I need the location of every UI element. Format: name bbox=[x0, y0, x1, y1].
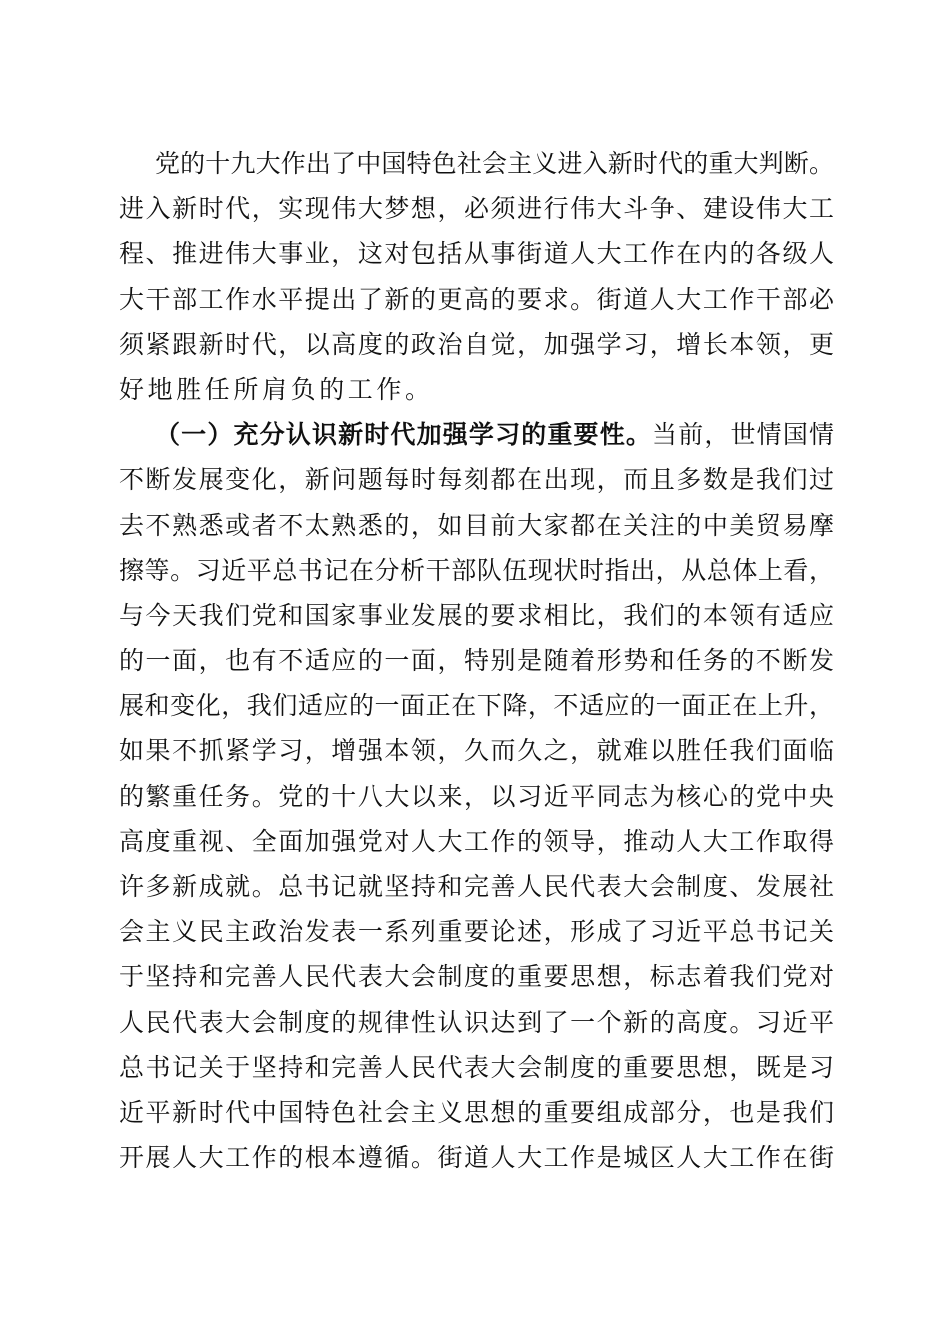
paragraph-section-1 bbox=[119, 412, 834, 1180]
text-line: 须紧跟新时代，以高度的政治自觉，加强学习，增长本领，更 bbox=[119, 329, 834, 359]
text-line: 的繁重任务。党的十八大以来，以习近平同志为核心的党中央 bbox=[119, 781, 834, 811]
document-body bbox=[119, 141, 834, 1180]
text-line: 去不熟悉或者不太熟悉的，如目前大家都在关注的中美贸易摩 bbox=[119, 510, 834, 540]
text-line: 如果不抓紧学习，增强本领，久而久之，就难以胜任我们面临 bbox=[119, 736, 834, 766]
text-line: 擦等。习近平总书记在分析干部队伍现状时指出，从总体上看， bbox=[119, 555, 834, 585]
text-line: 总书记关于坚持和完善人民代表大会制度的重要思想，既是习 bbox=[119, 1052, 834, 1082]
text-line: 进入新时代，实现伟大梦想，必须进行伟大斗争、建设伟大工 bbox=[119, 194, 834, 224]
text-line: 党的十九大作出了中国特色社会主义进入新时代的重大判断。 bbox=[155, 149, 834, 178]
text-line: 大干部工作水平提出了新的更高的要求。街道人大工作干部必 bbox=[119, 284, 834, 314]
text-line: 的一面，也有不适应的一面，特别是随着形势和任务的不断发 bbox=[119, 646, 834, 676]
text-line bbox=[119, 412, 834, 457]
paragraph-intro bbox=[119, 141, 834, 412]
text-line: 于坚持和完善人民代表大会制度的重要思想，标志着我们党对 bbox=[119, 962, 834, 992]
text-line: 与今天我们党和国家事业发展的要求相比，我们的本领有适应 bbox=[119, 600, 834, 630]
section-heading: （一）充分认识新时代加强学习的重要性。 bbox=[155, 420, 653, 450]
text-line: 不断发展变化，新问题每时每刻都在出现，而且多数是我们过 bbox=[119, 465, 834, 495]
heading-line-text: 当前，世情国情 bbox=[652, 420, 834, 450]
text-line: 开展人大工作的根本遵循。街道人大工作是城区人大工作在街 bbox=[119, 1143, 834, 1173]
text-line: 程、推进伟大事业，这对包括从事街道人大工作在内的各级人 bbox=[119, 239, 834, 269]
text-line: 展和变化，我们适应的一面正在下降，不适应的一面正在上升， bbox=[119, 691, 834, 721]
text-line: 近平新时代中国特色社会主义思想的重要组成部分，也是我们 bbox=[119, 1097, 834, 1127]
text-line: 高度重视、全面加强党对人大工作的领导，推动人大工作取得 bbox=[119, 826, 834, 856]
text-line: 好地胜任所肩负的工作。 bbox=[119, 374, 434, 404]
text-line: 许多新成就。总书记就坚持和完善人民代表大会制度、发展社 bbox=[119, 872, 834, 901]
text-line: 人民代表大会制度的规律性认识达到了一个新的高度。习近平 bbox=[119, 1007, 834, 1037]
text-line: 会主义民主政治发表一系列重要论述，形成了习近平总书记关 bbox=[119, 917, 834, 947]
